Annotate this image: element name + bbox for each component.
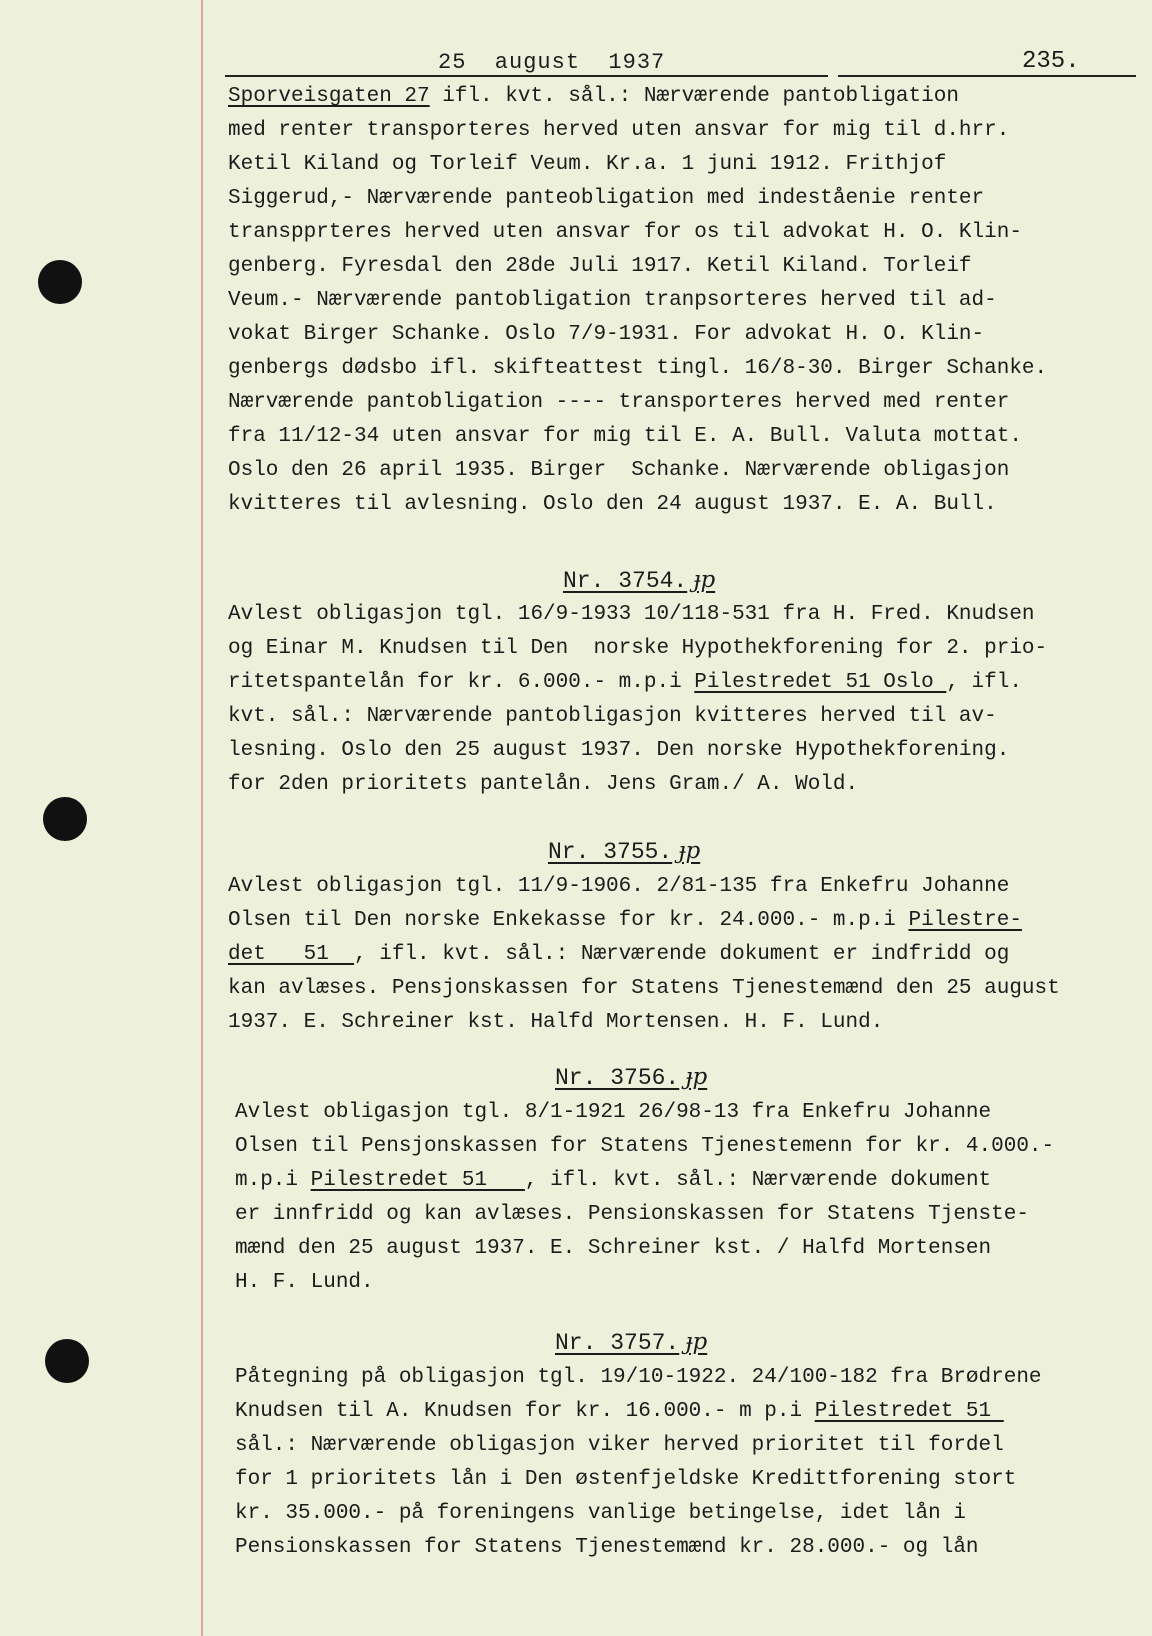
address-underlined: Pilestredet 51 [310,1169,525,1192]
text-line: ritetspantelån for kr. 6.000.- m.p.i Pilestredet 51 Oslo , ifl. [228,671,1022,694]
text-line: og Einar M. Knudsen til Den norske Hypothekforening for 2. prio- [228,637,1048,660]
text-line: er innfridd og kan avlæses. Pensionskassen for Statens Tjenste- [235,1203,1029,1226]
header-rule [838,75,1136,77]
text-line: fra 11/12-34 uten ansvar for mig til E. A. Bull. Valuta mottat. [228,425,1022,448]
entry-number: Nr. 3754. ɟp [563,567,716,594]
text-line: sål.: Nærværende obligasjon viker herved prioritet til fordel [235,1434,1004,1457]
text-line: Avlest obligasjon tgl. 8/1-1921 26/98-13 fra Enkefru Johanne [235,1101,992,1124]
text-line: kvt. sål.: Nærværende pantobligasjon kvitteres herved til av- [228,705,997,728]
margin-rule [201,0,203,1636]
signature-mark: ɟp [678,838,701,864]
entry-number: Nr. 3756. ɟp [555,1064,708,1091]
signature-mark: ɟp [693,567,716,593]
punch-hole [38,260,82,304]
text-line: Ketil Kiland og Torleif Veum. Kr.a. 1 juni 1912. Frithjof [228,153,947,176]
text-line: transpprteres herved uten ansvar for os til advokat H. O. Klin- [228,221,1022,244]
text-line: Nærværende pantobligation ---- transporteres herved med renter [228,391,1010,414]
header-rule [225,75,828,77]
text-line: Veum.- Nærværende pantobligation tranpsorteres herved til ad- [228,289,997,312]
text-line: Olsen til Pensjonskassen for Statens Tjenestemenn for kr. 4.000.- [235,1135,1055,1158]
text-line: det 51 , ifl. kvt. sål.: Nærværende dokument er indfridd og [228,943,1010,966]
text-line: m.p.i Pilestredet 51 , ifl. kvt. sål.: Nærværende dokument [235,1169,992,1192]
text-line: Avlest obligasjon tgl. 11/9-1906. 2/81-135 fra Enkefru Johanne [228,875,1010,898]
entry-paragraph [235,1361,1042,1565]
signature-mark: ɟp [685,1064,708,1090]
entry-paragraph [228,598,1047,802]
entry-number: Nr. 3757. ɟp [555,1329,708,1356]
text-line: med renter transporteres herved uten ansvar for mig til d.hrr. [228,119,1010,142]
text-line: H. F. Lund. [235,1271,374,1294]
intro-paragraph [228,80,1047,522]
text-line: genberg. Fyresdal den 28de Juli 1917. Ketil Kiland. Torleif [228,255,972,278]
punch-hole [43,797,87,841]
text-line: Avlest obligasjon tgl. 16/9-1933 10/118-531 fra H. Fred. Knudsen [228,603,1035,626]
address-underlined: Sporveisgaten 27 [228,85,430,108]
text-line: for 1 prioritets lån i Den østenfjeldske Kredittforening stort [235,1468,1017,1491]
text-line: lesning. Oslo den 25 august 1937. Den norske Hypothekforening. [228,739,1010,762]
page-number: 235. [1022,48,1080,75]
entry-number: Nr. 3755. ɟp [548,838,701,865]
signature-mark: ɟp [685,1329,708,1355]
text-line: Oslo den 26 april 1935. Birger Schanke. Nærværende obligasjon [228,459,1010,482]
text-line: vokat Birger Schanke. Oslo 7/9-1931. For advokat H. O. Klin- [228,323,985,346]
text-line: 1937. E. Schreiner kst. Halfd Mortensen. H. F. Lund. [228,1011,884,1034]
text-line: kvitteres til avlesning. Oslo den 24 august 1937. E. A. Bull. [228,493,997,516]
text-line: Sporveisgaten 27 ifl. kvt. sål.: Nærværende pantobligation [228,85,959,108]
address-underlined: Pilestredet 51 Oslo [694,671,947,694]
text-line: genbergs dødsbo ifl. skifteattest tingl. 16/8-30. Birger Schanke. [228,357,1048,380]
entry-paragraph [235,1096,1054,1300]
punch-hole [45,1339,89,1383]
text-line: Påtegning på obligasjon tgl. 19/10-1922. 24/100-182 fra Brødrene [235,1366,1042,1389]
text-line: kr. 35.000.- på foreningens vanlige betingelse, idet lån i [235,1502,966,1525]
text-line: for 2den prioritets pantelån. Jens Gram./ A. Wold. [228,773,859,796]
entry-paragraph [228,870,1060,1040]
text-line: Knudsen til A. Knudsen for kr. 16.000.- m p.i Pilestredet 51 [235,1400,1004,1423]
text-line: Siggerud,- Nærværende panteobligation med indeståenie renter [228,187,985,210]
address-underlined: Pilestredet 51 [814,1400,1004,1423]
address-underlined: det 51 [228,943,355,966]
text-line: Pensionskassen for Statens Tjenestemænd kr. 28.000.- og lån [235,1536,979,1559]
text-line: Olsen til Den norske Enkekasse for kr. 24.000.- m.p.i Pilestre- [228,909,1022,932]
header-date: 25 august 1937 [438,50,666,75]
address-underlined: Pilestre- [908,909,1022,932]
text-line: mænd den 25 august 1937. E. Schreiner kst. / Halfd Mortensen [235,1237,992,1260]
text-line: kan avlæses. Pensjonskassen for Statens Tjenestemænd den 25 august [228,977,1060,1000]
